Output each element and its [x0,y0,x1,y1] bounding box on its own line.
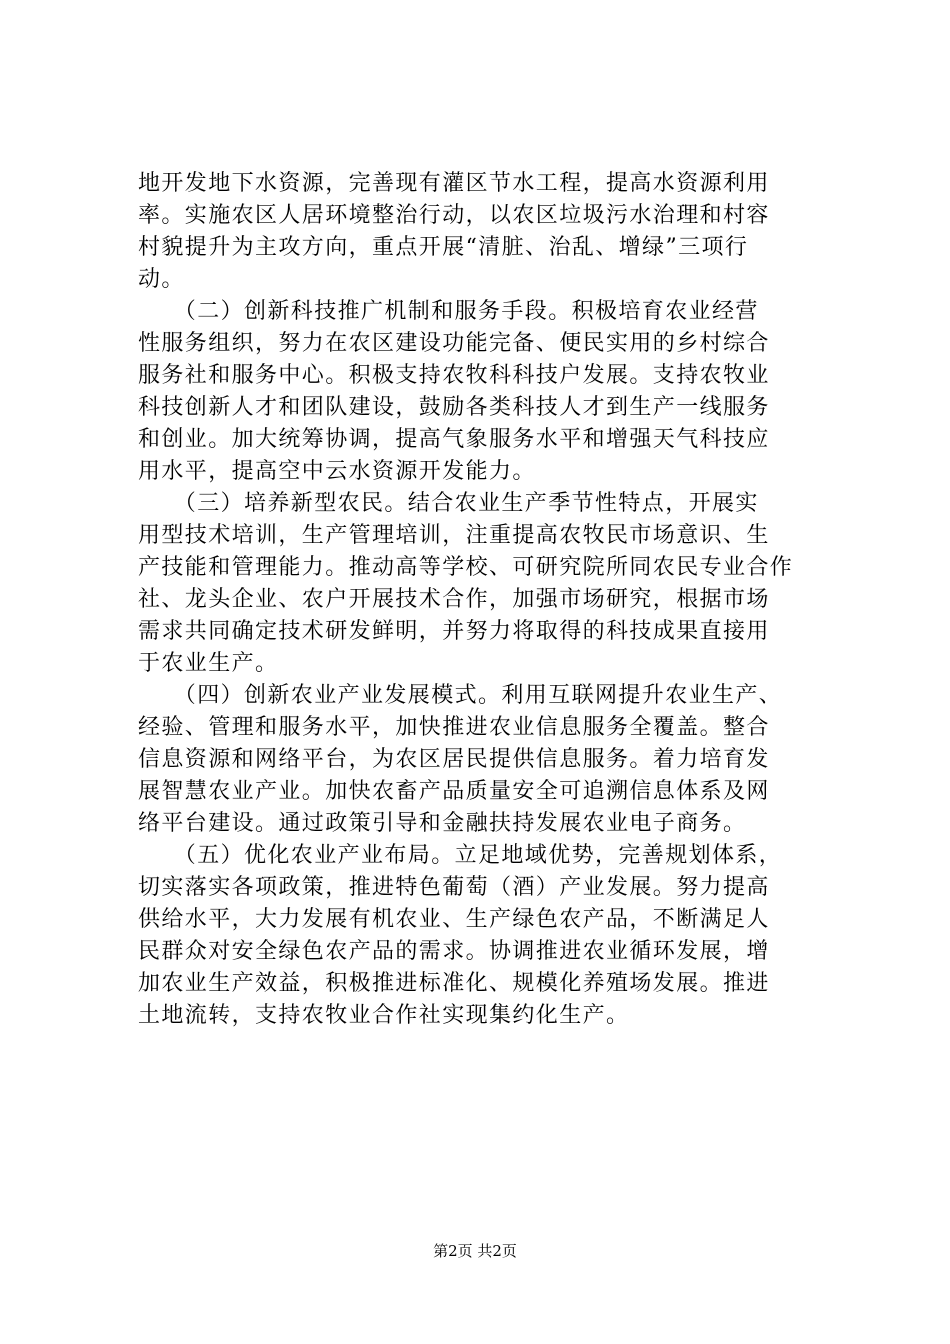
body-line: （四）创新农业产业发展模式。利用互联网提升农业生产、 [138,683,783,708]
body-line: 络平台建设。通过政策引导和金融扶持发展农业电子商务。 [138,811,747,836]
body-line: 服务社和服务中心。积极支持农牧科科技户发展。支持农牧业 [138,363,770,388]
body-line: 切实落实各项政策，推进特色葡萄（酒）产业发展。努力提高 [138,875,770,900]
body-line: 于农业生产。 [138,651,279,676]
body-line: 科技创新人才和团队建设，鼓励各类科技人才到生产一线服务 [138,395,770,420]
body-line: 加农业生产效益，积极推进标准化、规模化养殖场发展。推进 [138,971,770,996]
body-line: 率。实施农区人居环境整治行动，以农区垃圾污水治理和村容 [138,203,770,228]
body-line: （五）优化农业产业布局。立足地域优势，完善规划体系， [138,843,783,868]
body-line: 用水平，提高空中云水资源开发能力。 [138,459,536,484]
body-line: 地开发地下水资源，完善现有灌区节水工程，提高水资源利用 [138,171,770,196]
body-line: 动。 [138,267,185,292]
page-number-footer: 第2页 共2页 [433,1242,517,1260]
body-line: 供给水平，大力发展有机农业、生产绿色农产品，不断满足人 [138,907,770,932]
body-line: 社、龙头企业、农户开展技术合作，加强市场研究，根据市场 [138,587,770,612]
body-line: 经验、管理和服务水平，加快推进农业信息服务全覆盖。整合 [138,715,770,740]
body-line: 村貌提升为主攻方向，重点开展“清脏、治乱、增绿”三项行 [138,235,749,260]
body-line: 民群众对安全绿色农产品的需求。协调推进农业循环发展，增 [138,939,770,964]
body-line: 展智慧农业产业。加快农畜产品质量安全可追溯信息体系及网 [138,779,770,804]
body-line: 土地流转，支持农牧业合作社实现集约化生产。 [138,1003,630,1028]
body-line: 信息资源和网络平台，为农区居民提供信息服务。着力培育发 [138,747,770,772]
document-body [138,168,852,1032]
body-line: （二）创新科技推广机制和服务手段。积极培育农业经营 [138,299,759,324]
body-line: 性服务组织，努力在农区建设功能完备、便民实用的乡村综合 [138,331,770,356]
body-line: 用型技术培训，生产管理培训，注重提高农牧民市场意识、生 [138,523,770,548]
body-line: （三）培养新型农民。结合农业生产季节性特点，开展实 [138,491,759,516]
body-line: 需求共同确定技术研发鲜明，并努力将取得的科技成果直接用 [138,619,770,644]
body-line: 产技能和管理能力。推动高等学校、可研究院所同农民专业合作 [138,555,794,580]
body-line: 和创业。加大统筹协调，提高气象服务水平和增强天气科技应 [138,427,770,452]
